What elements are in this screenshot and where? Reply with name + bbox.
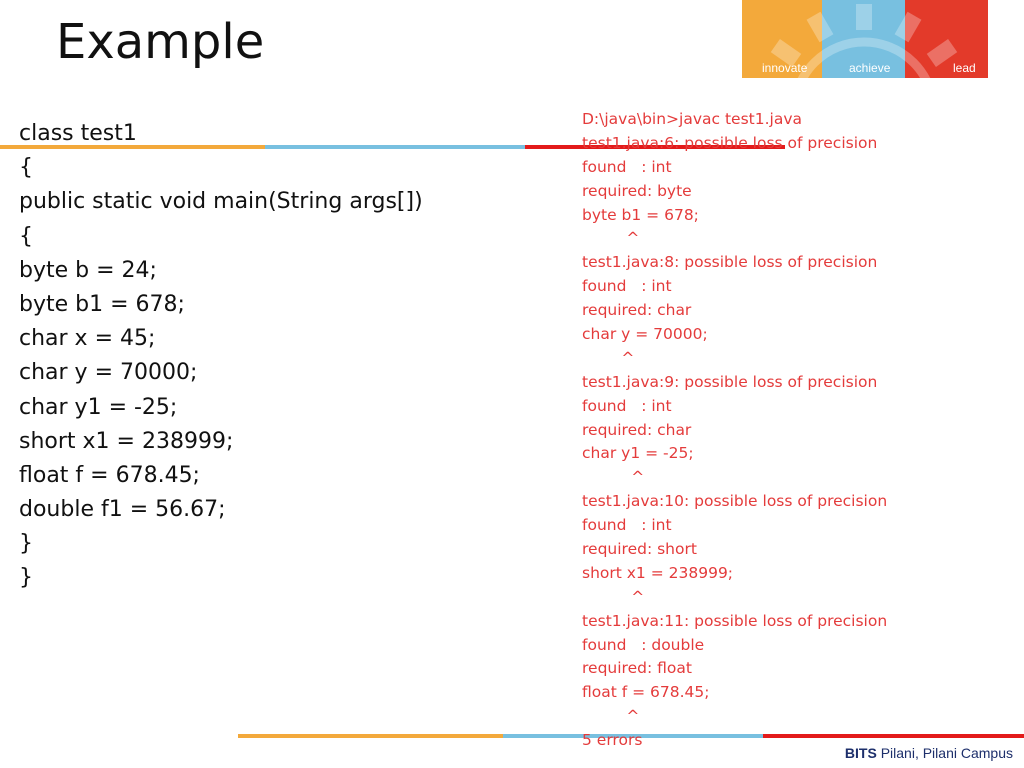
- code-line: {: [19, 155, 33, 181]
- output-line: required: byte: [582, 181, 692, 200]
- code-line: char y = 70000;: [19, 360, 198, 386]
- bits-logo: [742, 0, 988, 78]
- logo-word-achieve: achieve: [849, 61, 891, 75]
- output-line: test1.java:9: possible loss of precision: [582, 372, 878, 391]
- code-line: short x1 = 238999;: [19, 428, 234, 454]
- output-line: test1.java:6: possible loss of precision: [582, 133, 878, 152]
- logo-word-lead: lead: [953, 61, 976, 75]
- output-line: found : int: [582, 277, 672, 296]
- output-line: required: short: [582, 540, 697, 559]
- output-line: required: char: [582, 301, 692, 320]
- footer-campus-name: Pilani, Pilani Campus: [880, 745, 1013, 761]
- footer-campus: [845, 745, 1013, 761]
- divider-bottom-orange: [238, 734, 503, 738]
- code-line: double f1 = 56.67;: [19, 497, 226, 523]
- output-line: test1.java:10: possible loss of precision: [582, 492, 888, 511]
- code-line: class test1: [19, 121, 137, 146]
- output-line: ^: [582, 707, 640, 726]
- compiler-output: [582, 108, 887, 753]
- output-line: test1.java:11: possible loss of precision: [582, 611, 888, 630]
- footer-brand: BITS: [844, 745, 877, 761]
- code-line: float f = 678.45;: [19, 462, 200, 488]
- output-line: char y1 = -25;: [582, 444, 694, 463]
- code-line: char x = 45;: [19, 326, 156, 352]
- code-line: }: [19, 531, 33, 557]
- code-line: byte b1 = 678;: [19, 291, 185, 317]
- code-line: char y1 = -25;: [19, 394, 178, 420]
- code-line: byte b = 24;: [19, 257, 157, 283]
- output-line: 5 errors: [582, 731, 643, 750]
- output-line: required: char: [582, 420, 692, 439]
- output-line: byte b1 = 678;: [582, 205, 699, 224]
- output-line: ^: [582, 229, 640, 248]
- output-line: ^: [582, 468, 645, 487]
- output-line: float f = 678.45;: [582, 683, 710, 702]
- output-line: required: float: [582, 659, 692, 678]
- output-line: found : int: [582, 396, 672, 415]
- output-line: found : int: [582, 157, 672, 176]
- output-line: char y = 70000;: [582, 325, 708, 344]
- output-line: ^: [582, 348, 635, 367]
- output-line: test1.java:8: possible loss of precision: [582, 253, 878, 272]
- code-line: public static void main(String args[]): [19, 189, 423, 215]
- logo-word-innovate: innovate: [762, 61, 808, 75]
- gear-icon: [742, 0, 988, 78]
- code-line: }: [19, 565, 33, 591]
- output-line: found : int: [582, 516, 672, 535]
- java-code-block: [19, 117, 423, 596]
- output-line: short x1 = 238999;: [582, 563, 734, 582]
- output-line: ^: [582, 587, 645, 606]
- code-line: {: [19, 223, 33, 249]
- output-line: found : double: [582, 635, 705, 654]
- output-line: D:\java\bin>javac test1.java: [582, 110, 802, 128]
- slide-title: Example: [56, 14, 265, 70]
